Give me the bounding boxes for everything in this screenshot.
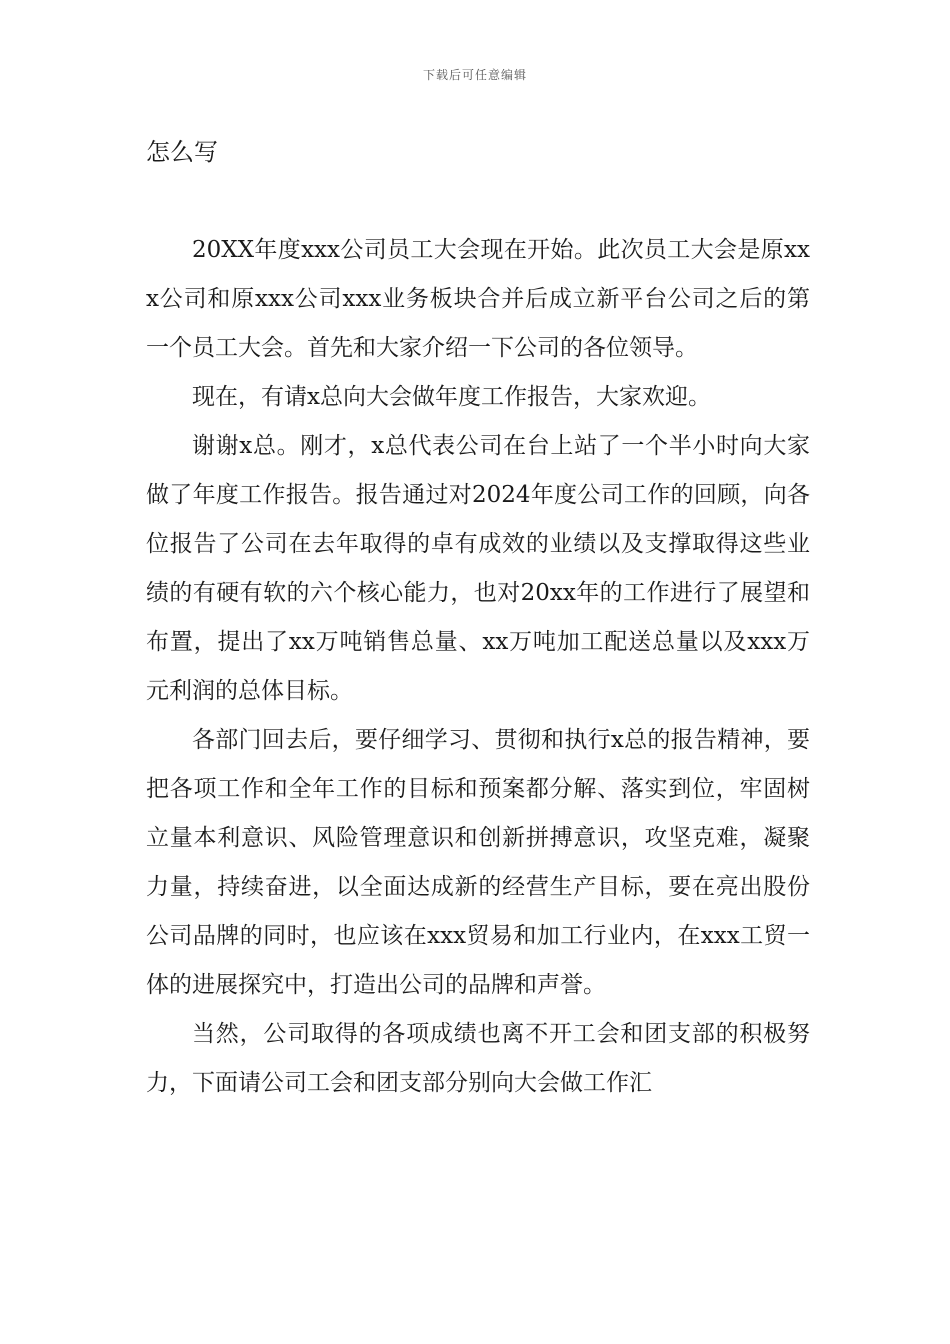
paragraph-union-report: 当然，公司取得的各项成绩也离不开工会和团支部的积极努力，下面请公司工会和团支部分别向大会做工作汇 xyxy=(146,1021,810,1096)
paragraph-report-summary: 谢谢x总。刚才，x总代表公司在台上站了一个半小时向大家做了年度工作报告。报告通过对2024年度公司工作的回顾，向各位报告了公司在去年取得的卓有成效的业绩以及支撑取得这些业绩的有硬有软的六个核心能力，也对20xx年的工作进行了展望和布置，提出了xx万吨销售总量、xx万吨加工配送总量以及xxx万元利润的总体目标。 xyxy=(146,433,810,704)
paragraph-opening: 20XX年度xxx公司员工大会现在开始。此次员工大会是原xxx公司和原xxx公司xxx业务板块合并后成立新平台公司之后的第一个员工大会。首先和大家介绍一下公司的各位领导。 xyxy=(146,237,810,361)
document-title: 怎么写 xyxy=(146,138,218,166)
paragraph-department-requirements: 各部门回去后，要仔细学习、贯彻和执行x总的报告精神，要把各项工作和全年工作的目标和预案都分解、落实到位，牢固树立量本利意识、风险管理意识和创新拼搏意识，攻坚克难，凝聚力量，持续奋进，以全面达成新的经营生产目标，要在亮出股份公司品牌的同时，也应该在xxx贸易和加工行业内，在xxx工贸一体的进展探究中，打造出公司的品牌和声誉。 xyxy=(146,727,810,998)
header-note: 下载后可任意编辑 xyxy=(422,68,527,82)
document-body xyxy=(146,226,810,1108)
paragraph-invite-report: 现在，有请x总向大会做年度工作报告，大家欢迎。 xyxy=(192,384,711,410)
